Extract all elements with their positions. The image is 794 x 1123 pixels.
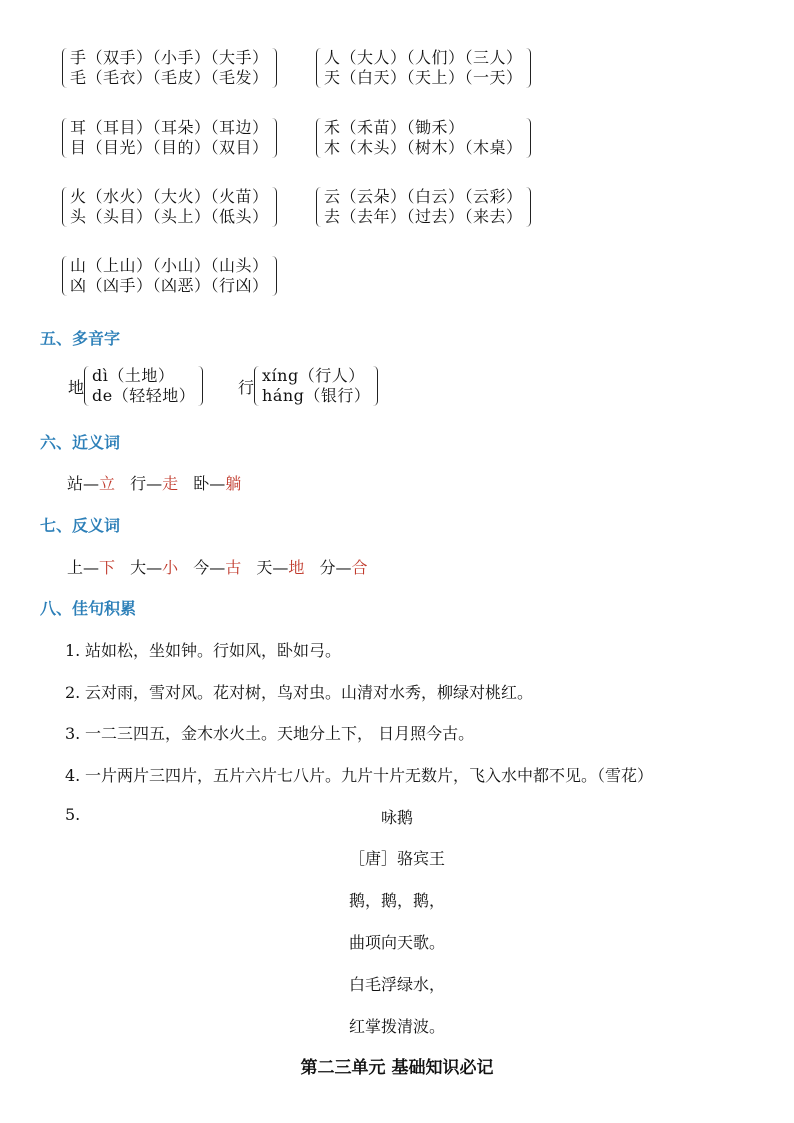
left-brace [316, 187, 321, 227]
word-row: 毛（毛衣）（毛皮）（毛发） [70, 68, 269, 87]
synonym-pair: 卧—躺 [193, 474, 242, 493]
sentence-text: 一二三四五，金木水火土。天地分上下， 日月照今古。 [85, 724, 475, 743]
word-row: 凶（凶手）（凶恶）（行凶） [70, 276, 269, 295]
poem-line: 红掌拨清波。 [348, 1017, 445, 1036]
pronunciation-row: dì（土地） [92, 366, 175, 385]
poem-title: 咏鹅 [380, 808, 413, 827]
antonym-list [67, 555, 378, 578]
section-title-sentences: 八、佳句积累 [40, 599, 137, 618]
sentence-item [65, 680, 533, 703]
left-brace [84, 366, 89, 406]
synonym-list [67, 471, 251, 494]
section-title-synonyms: 六、近义词 [40, 433, 121, 452]
word-row: 天（白天）（天上）（一天） [324, 68, 523, 87]
polyphonic-group [238, 366, 378, 406]
polyphonic-char: 行 [238, 377, 255, 397]
right-brace [526, 187, 531, 227]
left-brace [62, 187, 67, 227]
left-brace [62, 256, 67, 296]
left-brace [316, 48, 321, 88]
word-row: 耳（耳目）（耳朵）（耳边） [70, 118, 269, 137]
section-title-polyphonic: 五、多音字 [40, 329, 121, 348]
section-title-antonyms: 七、反义词 [40, 516, 121, 535]
sentence-item [65, 721, 474, 744]
word-row: 云（云朵）（白云）（云彩） [324, 187, 523, 206]
sentence-text: 站如松，坐如钟。行如风，卧如弓。 [85, 641, 342, 660]
synonym-pair: 行—走 [130, 474, 179, 493]
word-group [62, 187, 277, 227]
word-row: 去（去年）（过去）（来去） [324, 207, 523, 226]
left-brace [254, 366, 259, 406]
sentence-number: 3. [65, 724, 81, 743]
poem-line: 白毛浮绿水， [348, 975, 445, 994]
right-brace [198, 366, 203, 406]
word-row: 木（木头）（树木）（木桌） [324, 138, 523, 157]
sentence-item [65, 763, 653, 786]
right-brace [373, 366, 378, 406]
word-row: 头（头目）（头上）（低头） [70, 207, 269, 226]
poem-line: 鹅，鹅，鹅， [348, 891, 445, 910]
pronunciation-row: háng（银行） [262, 386, 371, 405]
word-group [62, 118, 277, 158]
sentence-text: 云对雨，雪对风。花对树，鸟对虫。山清对水秀，柳绿对桃红。 [85, 683, 534, 702]
pronunciation-row: xíng（行人） [262, 366, 365, 385]
sentence-number: 2. [65, 683, 81, 702]
right-brace [526, 48, 531, 88]
antonym-pair: 上—下 [67, 558, 116, 577]
word-group [316, 187, 531, 227]
pronunciation-row: de（轻轻地） [92, 386, 196, 405]
left-brace [62, 48, 67, 88]
antonym-pair: 天—地 [256, 558, 305, 577]
word-row: 目（目光）（目的）（双目） [70, 138, 269, 157]
antonym-pair: 今—古 [193, 558, 242, 577]
polyphonic-char: 地 [68, 377, 85, 397]
left-brace [62, 118, 67, 158]
right-brace [272, 187, 277, 227]
right-brace [272, 256, 277, 296]
poem-line: 曲项向天歌。 [348, 933, 445, 952]
left-brace [316, 118, 321, 158]
sentence-item [65, 638, 341, 661]
right-brace [526, 118, 531, 158]
word-group [316, 48, 531, 88]
right-brace [272, 48, 277, 88]
polyphonic-group [68, 366, 203, 406]
word-row: 人（大人）（人们）（三人） [324, 48, 523, 67]
poem-author: ［唐］骆宾王 [348, 849, 445, 868]
word-row: 禾（禾苗）（锄禾） [324, 118, 465, 137]
right-brace [272, 118, 277, 158]
word-group [316, 118, 531, 158]
word-group [62, 48, 277, 88]
antonym-pair: 分—合 [319, 558, 368, 577]
synonym-pair: 站—立 [67, 474, 116, 493]
word-row: 山（上山）（小山）（山头） [70, 256, 269, 275]
sentence-text: 一片两片三四片，五片六片七八片。九片十片无数片，飞入水中都不见。（雪花） [85, 766, 654, 785]
sentence-number: 4. [65, 766, 81, 785]
antonym-pair: 大—小 [130, 558, 179, 577]
word-row: 火（水火）（大火）（火苗） [70, 187, 269, 206]
word-group [62, 256, 277, 296]
sentence-number: 5. [65, 805, 81, 824]
sentence-number: 1. [65, 641, 81, 660]
word-row: 手（双手）（小手）（大手） [70, 48, 269, 67]
unit-heading: 第二三单元 基础知识必记 [300, 1058, 494, 1078]
